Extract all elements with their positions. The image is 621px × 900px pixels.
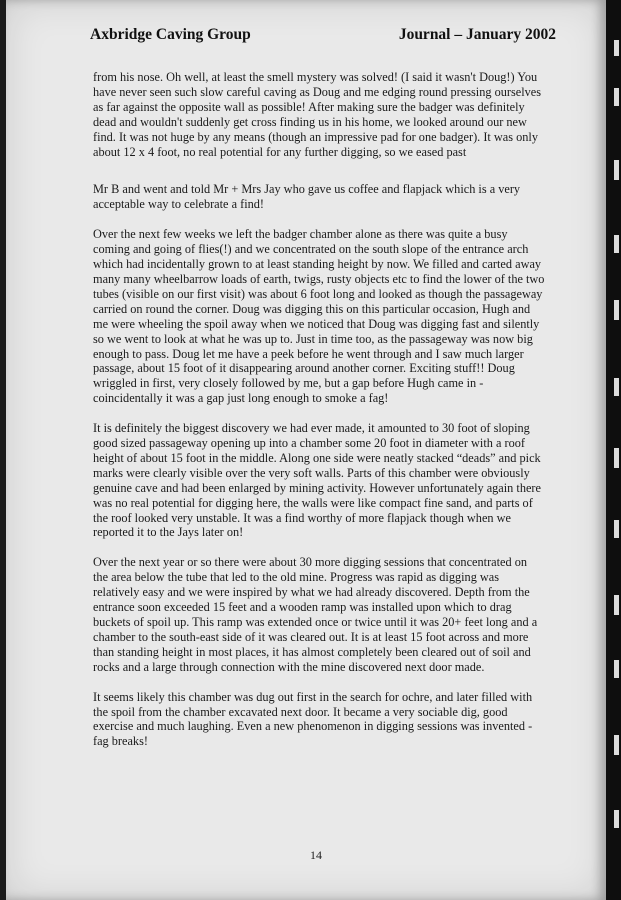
edge-mark [614, 378, 619, 396]
paragraph-1: from his nose. Oh well, at least the smell mystery was solved! (I said it wasn't Doug!) You have never seen such slow careful caving as Doug and me edging round pressing ourselves as far against the opposite wall as possible! After making sure the badger was definitely dead and wouldn't suddenly get cross finding us in his home, we looked around our new find. It was not huge by any means (though an impressive pad for one badger). It was only about 12 x 4 foot, no real potential for any further digging, so we eased past [93, 70, 542, 159]
binding-edge [606, 0, 621, 900]
journal-date: Journal – January 2002 [398, 26, 556, 43]
journal-page [6, 0, 606, 900]
edge-mark [614, 160, 619, 180]
page-number: 14 [310, 848, 322, 862]
edge-mark [614, 88, 619, 106]
edge-mark [614, 660, 619, 678]
article-body [93, 70, 545, 764]
edge-mark [614, 300, 619, 320]
edge-mark [614, 448, 619, 468]
paragraph-5: Over the next year or so there were about 30 more digging sessions that concentrated on the area below the tube that led to the old mine. Progress was rapid as digging was relatively easy and we were inspired by what we had already discovered. Depth from the entrance soon exceeded 15 feet and a wooden ramp was installed upon which to drag buckets of spoil up. This ramp was extended once or twice until it was 20+ feet long and a chamber to the south-east side of it was cleared out. It is at least 15 foot across and more than standing height in most places, it has almost completely been cleared out of soil and rocks and a large through connection with the mine discovered next door made. [93, 555, 538, 674]
edge-mark [614, 735, 619, 755]
edge-mark [614, 520, 619, 538]
paragraph-3: Over the next few weeks we left the badger chamber alone as there was quite a busy coming and going of flies(!) and we concentrated on the south slope of the entrance arch which had incidentally grown to at least standing height by now. We filled and carted away many many wheelbarrow loads of earth, twigs, rusty objects etc to find the lower of the two tubes (visible on our first visit) was about 6 foot long and looked as though the passageway carried on round the corner. Doug was digging this on this particular occasion, Hugh and me were wheeling the spoil away when we noticed that Doug was digging fast and silently so we went to look at what he was up to. Just in time too, as the passageway was now big enough to pass. Doug let me have a peek before he went through and I saw much larger passage, about 15 foot of it disappearing around another corner. Exciting stuff!! Doug wriggled in first, very closely followed by me, but a gap before Hugh came in - coincidentally it was a gap just long enough to smoke a fag! [93, 227, 545, 406]
edge-mark [614, 40, 619, 56]
paragraph-6: It seems likely this chamber was dug out first in the search for ochre, and later filled with the spoil from the chamber excavated next door. It became a very sociable dig, good exercise and much laughing. Even a new phenomenon in digging sessions was invented - fag breaks! [93, 689, 533, 749]
edge-mark [614, 235, 619, 253]
edge-mark [614, 810, 619, 828]
group-name: Axbridge Caving Group [90, 26, 251, 43]
paragraph-2: Mr B and went and told Mr + Mrs Jay who gave us coffee and flapjack which is a very acceptable way to celebrate a find! [93, 182, 521, 212]
paragraph-4: It is definitely the biggest discovery we had ever made, it amounted to 30 foot of sloping good sized passageway opening up into a chamber some 20 foot in diameter with a roof height of about 15 foot in the middle. Along one side were neatly stacked “deads” and pick marks were clearly visible over the very soft walls. Parts of this chamber were obviously genuine cave and had been enlarged by mining activity. However unfortunately again there was no real potential for digging here, the walls were like compact fine sand, and parts of the roof looked very unstable. It was a find worthy of more flapjack though when we reported it to the Jays later on! [93, 421, 541, 540]
page-header [90, 26, 556, 44]
edge-mark [614, 595, 619, 615]
